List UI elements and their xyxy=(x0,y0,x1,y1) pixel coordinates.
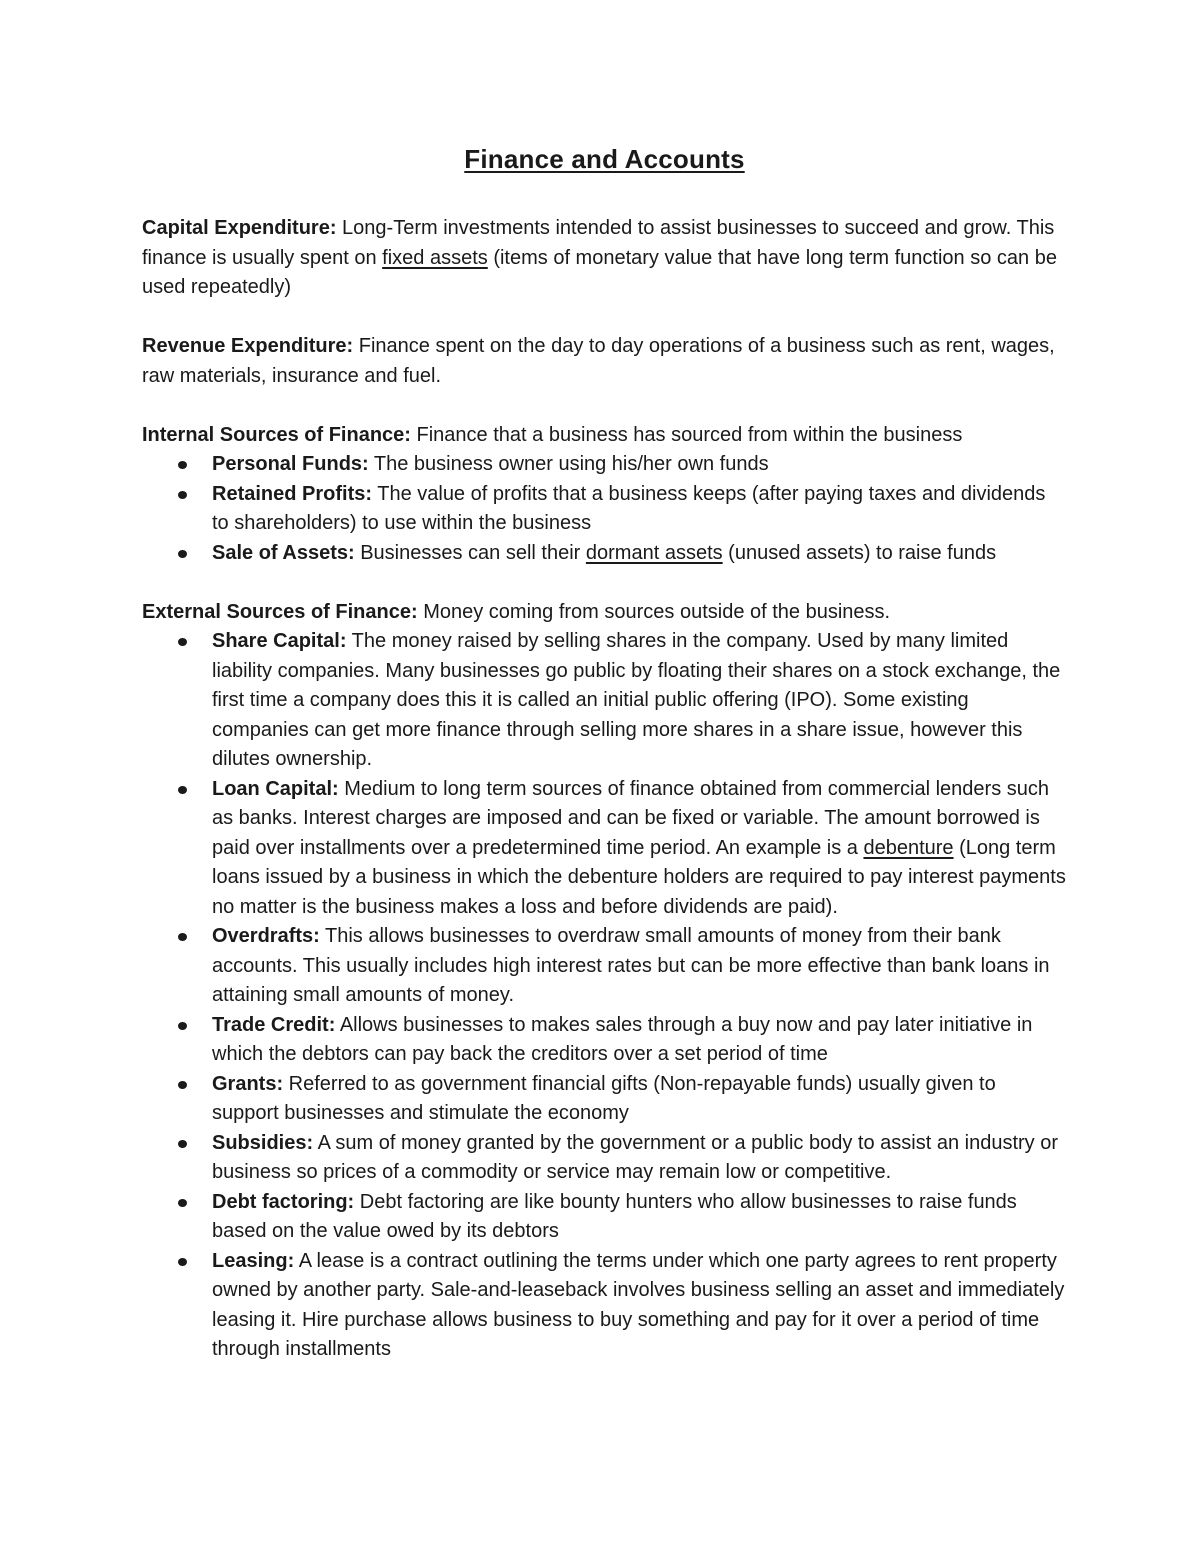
list-item-text: A lease is a contract outlining the terms under which one party agrees to rent property owned by another party. Sale-and-leaseback involves business selling an asset and immediately leasing it. Hire purchase allows business to buy something and pay for it over a period of time through installments xyxy=(212,1249,1065,1360)
external-sources-term: External Sources of Finance: xyxy=(142,600,418,623)
list-item-term: Loan Capital: xyxy=(212,777,339,800)
external-sources-list xyxy=(142,627,1067,1365)
bullet-icon xyxy=(178,550,187,558)
internal-sources-heading xyxy=(142,421,1067,451)
list-item-term: Personal Funds: xyxy=(212,453,369,475)
bullet-icon xyxy=(178,1140,187,1148)
spacer xyxy=(142,391,1067,421)
bullet-icon xyxy=(178,638,187,646)
bullet-icon xyxy=(178,491,187,499)
list-item xyxy=(142,480,1067,539)
list-item-term: Retained Profits: xyxy=(212,482,373,505)
external-sources-text: Money coming from sources outside of the business. xyxy=(417,600,891,623)
list-item-text: The business owner using his/her own funds xyxy=(368,453,769,475)
bullet-icon xyxy=(178,1258,187,1266)
capital-expenditure-paragraph xyxy=(142,214,1067,303)
list-item-text: The value of profits that a business keeps (after paying taxes and dividends to shareholders) to use within the business xyxy=(212,482,1046,534)
list-item-term: Overdrafts: xyxy=(212,925,320,947)
external-sources-heading xyxy=(142,598,1067,628)
list-item xyxy=(142,1188,1067,1247)
internal-sources-list xyxy=(142,450,1067,568)
revenue-expenditure-term: Revenue Expenditure: xyxy=(142,335,354,357)
bullet-icon xyxy=(178,1022,187,1030)
bullet-icon xyxy=(178,1199,187,1207)
debenture-underlined: debenture xyxy=(863,836,954,859)
list-item-term: Sale of Assets: xyxy=(212,541,355,564)
bullet-icon xyxy=(178,933,187,941)
list-item-text: Debt factoring are like bounty hunters who allow businesses to raise funds based on the value owed by its debtors xyxy=(212,1190,1017,1242)
internal-sources-term: Internal Sources of Finance: xyxy=(142,423,411,446)
list-item xyxy=(142,627,1067,775)
list-item-term: Subsidies: xyxy=(212,1131,314,1154)
fixed-assets-underlined: fixed assets xyxy=(382,246,488,269)
list-item-text-before: Businesses can sell their xyxy=(354,541,586,564)
list-item-term: Leasing: xyxy=(212,1249,295,1272)
capital-expenditure-term: Capital Expenditure: xyxy=(142,217,337,239)
spacer xyxy=(142,303,1067,333)
list-item xyxy=(142,539,1067,569)
bullet-icon xyxy=(178,786,187,794)
list-item xyxy=(142,1247,1067,1365)
dormant-assets-underlined: dormant assets xyxy=(585,541,723,564)
list-item xyxy=(142,922,1067,1011)
capital-expenditure-text-before: Long-Term investments intended to assist businesses to succeed and grow. This finance is usually spent on xyxy=(142,217,1055,269)
internal-sources-text: Finance that a business has sourced from within the business xyxy=(410,423,963,446)
revenue-expenditure-text: Finance spent on the day to day operations of a business such as rent, wages, raw materials, insurance and fuel. xyxy=(142,335,1055,387)
list-item-text: The money raised by selling shares in the company. Used by many limited liability companies. Many businesses go public by floating their shares on a stock exchange, the first time a company does this it is called an initial public offering (IPO). Some existing companies can get more finance through selling more shares in a share issue, however this dilutes ownership. xyxy=(212,630,1061,770)
document-title: Finance and Accounts xyxy=(464,144,745,174)
list-item-term: Grants: xyxy=(212,1072,284,1095)
list-item-text: Allows businesses to makes sales through a buy now and pay later initiative in which the debtors can pay back the creditors over a set period of time xyxy=(212,1013,1033,1065)
spacer xyxy=(142,568,1067,598)
list-item xyxy=(142,450,1067,480)
list-item-text: Referred to as government financial gifts (Non-repayable funds) usually given to support businesses and stimulate the economy xyxy=(212,1072,996,1124)
list-item-term: Share Capital: xyxy=(212,630,347,652)
document-page xyxy=(142,140,1067,1365)
list-item xyxy=(142,775,1067,923)
list-item-text: This allows businesses to overdraw small amounts of money from their bank accounts. This usually includes high interest rates but can be more effective than bank loans in attaining small amounts of money. xyxy=(212,925,1050,1006)
list-item-text-before: Medium to long term sources of finance obtained from commercial lenders such as banks. Interest charges are imposed and can be fixed or variable. The amount borrowed is paid over installments over a predetermined time period. An example is a xyxy=(212,777,1049,859)
list-item-text-after: (unused assets) to raise funds xyxy=(722,541,997,564)
list-item-term: Trade Credit: xyxy=(212,1013,336,1036)
revenue-expenditure-paragraph xyxy=(142,332,1067,391)
list-item-text-after: (Long term loans issued by a business in which the debenture holders are required to pay interest payments no matter is the business makes a loss and before dividends are paid). xyxy=(212,836,1066,918)
list-item xyxy=(142,1129,1067,1188)
list-item xyxy=(142,1070,1067,1129)
list-item-term: Debt factoring: xyxy=(212,1190,355,1213)
bullet-icon xyxy=(178,461,187,469)
bullet-icon xyxy=(178,1081,187,1089)
list-item xyxy=(142,1011,1067,1070)
list-item-text: A sum of money granted by the government or a public body to assist an industry or business so prices of a commodity or service may remain low or competitive. xyxy=(212,1131,1058,1183)
capital-expenditure-text-after: (items of monetary value that have long term function so can be used repeatedly) xyxy=(142,246,1057,298)
